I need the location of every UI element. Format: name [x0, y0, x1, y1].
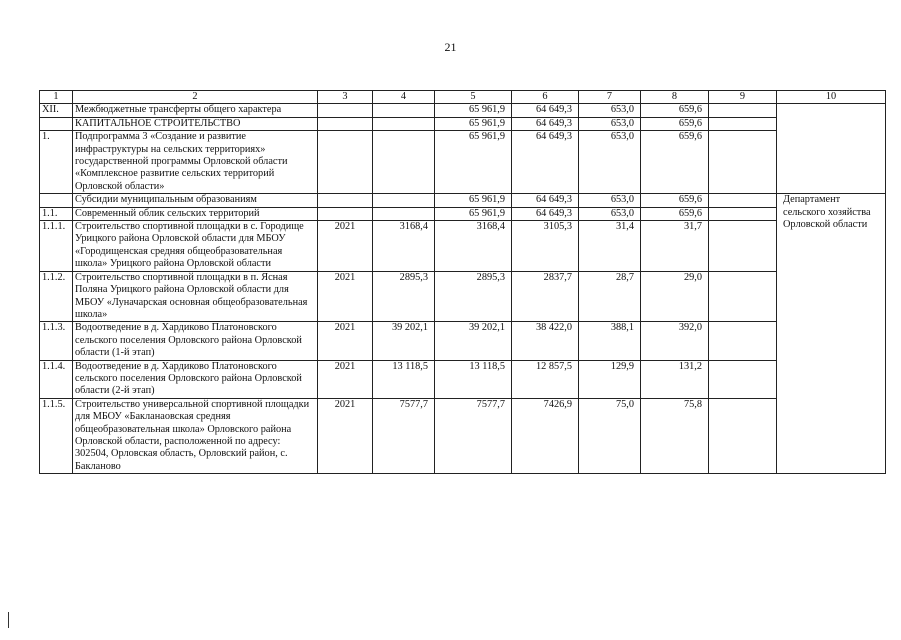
row-col6-value: 64 649,3	[512, 207, 579, 220]
row-col8-value: 659,6	[641, 207, 709, 220]
table-row	[40, 322, 886, 360]
row-col6-value: 38 422,0	[512, 322, 579, 360]
row-name: Подпрограмма 3 «Создание и развитие инфраструктуры на сельских территориях» государственной программы Орловской области «Комплексное развитие сельских территорий Орловской области»	[73, 131, 318, 194]
row-year	[318, 104, 373, 117]
row-col8-value: 131,2	[641, 360, 709, 398]
row-col5-value: 65 961,9	[435, 104, 512, 117]
row-col8-value: 659,6	[641, 131, 709, 194]
row-number: 1.1.	[40, 207, 73, 220]
table-row	[40, 360, 886, 398]
table-row	[40, 194, 886, 207]
row-col8-value: 659,6	[641, 194, 709, 207]
row-col8-value: 31,7	[641, 221, 709, 272]
header-row	[40, 91, 886, 104]
table-row	[40, 398, 886, 473]
row-col7-value: 653,0	[579, 104, 641, 117]
row-number: 1.1.4.	[40, 360, 73, 398]
table-row	[40, 221, 886, 272]
header-cell: 6	[512, 91, 579, 104]
row-col7-value: 388,1	[579, 322, 641, 360]
header-cell: 1	[40, 91, 73, 104]
row-number: 1.1.1.	[40, 221, 73, 272]
scan-edge-mark	[8, 612, 9, 628]
row-year: 2021	[318, 360, 373, 398]
row-col9-value	[709, 221, 777, 272]
table-row	[40, 131, 886, 194]
row-number: 1.1.5.	[40, 398, 73, 473]
row-col8-value: 392,0	[641, 322, 709, 360]
row-col8-value: 29,0	[641, 271, 709, 322]
table-body	[40, 91, 886, 474]
row-col5-value: 65 961,9	[435, 131, 512, 194]
row-name: Водоотведение в д. Хардиково Платоновского сельского поселения Орловского района Орловской области (2-й этап)	[73, 360, 318, 398]
row-year: 2021	[318, 398, 373, 473]
row-col4-value	[373, 104, 435, 117]
row-col9-value	[709, 360, 777, 398]
header-cell: 9	[709, 91, 777, 104]
row-col10-value	[777, 104, 886, 194]
row-name: Строительство спортивной площадки в с. Городище Урицкого района Орловской области для МБОУ «Городищенская средняя общеобразовательная школа» Урицкого района Орловской области	[73, 221, 318, 272]
row-name: Строительство универсальной спортивной площадки для МБОУ «Бакланаовская средняя общеобразовательная школа» Орловского района Орловской области, расположенной по адресу: 302504, Орловская область, Орловский район, с. Бакланово	[73, 398, 318, 473]
header-cell: 5	[435, 91, 512, 104]
row-col7-value: 653,0	[579, 117, 641, 130]
row-col6-value: 64 649,3	[512, 131, 579, 194]
row-col7-value: 653,0	[579, 207, 641, 220]
row-col8-value: 659,6	[641, 117, 709, 130]
row-col7-value: 75,0	[579, 398, 641, 473]
row-col6-value: 64 649,3	[512, 194, 579, 207]
row-col9-value	[709, 207, 777, 220]
row-year: 2021	[318, 271, 373, 322]
row-col6-value: 3105,3	[512, 221, 579, 272]
row-col6-value: 12 857,5	[512, 360, 579, 398]
row-col6-value: 7426,9	[512, 398, 579, 473]
row-number: 1.1.3.	[40, 322, 73, 360]
row-number	[40, 117, 73, 130]
header-cell: 4	[373, 91, 435, 104]
row-col5-value: 65 961,9	[435, 207, 512, 220]
row-col9-value	[709, 194, 777, 207]
row-col9-value	[709, 322, 777, 360]
row-col4-value	[373, 207, 435, 220]
row-col4-value: 3168,4	[373, 221, 435, 272]
row-col6-value: 2837,7	[512, 271, 579, 322]
header-cell: 3	[318, 91, 373, 104]
row-col7-value: 653,0	[579, 194, 641, 207]
row-col6-value: 64 649,3	[512, 104, 579, 117]
row-col7-value: 28,7	[579, 271, 641, 322]
row-col4-value: 2895,3	[373, 271, 435, 322]
row-col9-value	[709, 398, 777, 473]
row-col8-value: 659,6	[641, 104, 709, 117]
header-cell: 2	[73, 91, 318, 104]
header-cell: 8	[641, 91, 709, 104]
table-row	[40, 104, 886, 117]
header-cell: 7	[579, 91, 641, 104]
row-col6-value: 64 649,3	[512, 117, 579, 130]
row-col5-value: 65 961,9	[435, 117, 512, 130]
row-year	[318, 207, 373, 220]
row-number: XII.	[40, 104, 73, 117]
table-row	[40, 117, 886, 130]
row-col4-value	[373, 131, 435, 194]
row-year	[318, 117, 373, 130]
row-number: 1.1.2.	[40, 271, 73, 322]
row-col5-value: 39 202,1	[435, 322, 512, 360]
row-col5-value: 2895,3	[435, 271, 512, 322]
row-year: 2021	[318, 221, 373, 272]
row-col4-value: 39 202,1	[373, 322, 435, 360]
header-cell: 10	[777, 91, 886, 104]
row-col9-value	[709, 117, 777, 130]
row-col4-value: 7577,7	[373, 398, 435, 473]
row-name: Субсидии муниципальным образованиям	[73, 194, 318, 207]
row-col8-value: 75,8	[641, 398, 709, 473]
row-col7-value: 129,9	[579, 360, 641, 398]
row-col7-value: 653,0	[579, 131, 641, 194]
row-col9-value	[709, 104, 777, 117]
row-col4-value	[373, 194, 435, 207]
row-year	[318, 194, 373, 207]
row-col9-value	[709, 271, 777, 322]
row-name: Водоотведение в д. Хардиково Платоновского сельского поселения Орловского района Орловской области (1-й этап)	[73, 322, 318, 360]
table-row	[40, 271, 886, 322]
table-row	[40, 207, 886, 220]
row-col4-value: 13 118,5	[373, 360, 435, 398]
row-name: КАПИТАЛЬНОЕ СТРОИТЕЛЬСТВО	[73, 117, 318, 130]
row-col5-value: 7577,7	[435, 398, 512, 473]
row-col5-value: 3168,4	[435, 221, 512, 272]
row-col5-value: 13 118,5	[435, 360, 512, 398]
row-col7-value: 31,4	[579, 221, 641, 272]
row-name: Современный облик сельских территорий	[73, 207, 318, 220]
responsible-department: Департамент сельского хозяйства Орловской области	[777, 194, 886, 474]
row-year: 2021	[318, 322, 373, 360]
row-year	[318, 131, 373, 194]
row-name: Строительство спортивной площадки в п. Ясная Поляна Урицкого района Орловской области для МБОУ «Луначарская основная общеобразовательная школа»	[73, 271, 318, 322]
row-number: 1.	[40, 131, 73, 194]
row-number	[40, 194, 73, 207]
row-name: Межбюджетные трансферты общего характера	[73, 104, 318, 117]
row-col4-value	[373, 117, 435, 130]
row-col5-value: 65 961,9	[435, 194, 512, 207]
row-col9-value	[709, 131, 777, 194]
budget-table	[39, 90, 886, 474]
page-number: 21	[444, 40, 457, 54]
